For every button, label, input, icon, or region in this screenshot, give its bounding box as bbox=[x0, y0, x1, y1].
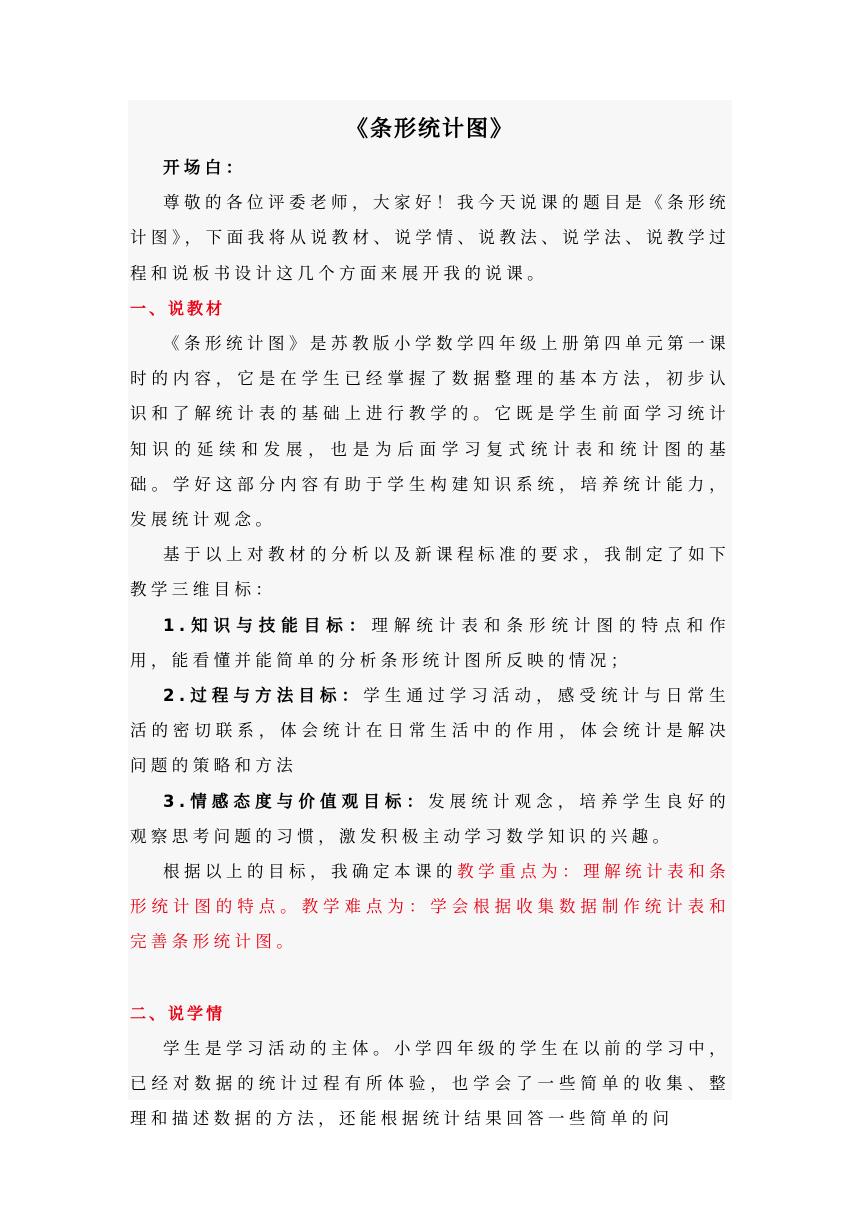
key-points-highlight: 教学重点为：理解统计表和条形统计图的特点。教学难点为：学会根据收集数据制作统计表和完善条形统计图。 bbox=[130, 862, 731, 952]
goal-knowledge-text: 理解统计表和条形统计图的特点和作用，能看懂并能简单的分析条形统计图所反映的情况； bbox=[130, 615, 731, 670]
textbook-paragraph: 《条形统计图》是苏教版小学数学四年级上册第四单元第一课时的内容，它是在学生已经掌握了数据整理的基本方法，初步认识和了解统计表的基础上进行教学的。它既是学生前面学习统计知识的延续和发展，也是为后面学习复式统计表和统计图的基础。学好这部分内容有助于学生构建知识系统，培养统计能力，发展统计观念。 bbox=[130, 334, 730, 530]
goal-process bbox=[130, 678, 730, 784]
key-points-paragraph bbox=[130, 854, 730, 960]
opening-paragraph: 尊敬的各位评委老师，大家好！我今天说课的题目是《条形统计图》，下面我将从说教材、说学情、说教法、说学法、说教学过程和说板书设计这几个方面来展开我的说课。 bbox=[130, 193, 730, 283]
document-body bbox=[130, 112, 730, 1136]
goals-intro-paragraph: 基于以上对教材的分析以及新课程标准的要求，我制定了如下教学三维目标： bbox=[130, 545, 730, 600]
document-title: 《条形统计图》 bbox=[345, 117, 514, 142]
goal-emotion-label: 3.情感态度与价值观目标： bbox=[163, 791, 429, 811]
goal-process-text: 学生通过学习活动，感受统计与日常生活的密切联系，体会统计在日常生活中的作用，体会统计是解决问题的策略和方法 bbox=[130, 686, 730, 776]
key-points-prefix: 根据以上的目标，我确定本课的 bbox=[163, 862, 458, 882]
students-paragraph: 学生是学习活动的主体。小学四年级的学生在以前的学习中，已经对数据的统计过程有所体验，也学会了一些简单的收集、整理和描述数据的方法，还能根据统计结果回答一些简单的问 bbox=[130, 1038, 730, 1129]
section-heading-students: 二、说学情 bbox=[130, 1003, 226, 1023]
section-spacer bbox=[130, 960, 730, 996]
opening-label-text: 开场白： bbox=[163, 158, 247, 177]
goal-process-label: 2.过程与方法目标： bbox=[163, 686, 364, 706]
goal-emotion bbox=[130, 784, 730, 854]
goal-knowledge-label: 1.知识与技能目标： bbox=[163, 615, 372, 635]
section-heading-textbook: 一、说教材 bbox=[130, 298, 226, 318]
goal-knowledge bbox=[130, 608, 730, 678]
opening-label bbox=[130, 150, 730, 185]
goal-emotion-text: 发展统计观念，培养学生良好的观察思考问题的习惯，激发积极主动学习数学知识的兴趣。 bbox=[130, 791, 730, 846]
